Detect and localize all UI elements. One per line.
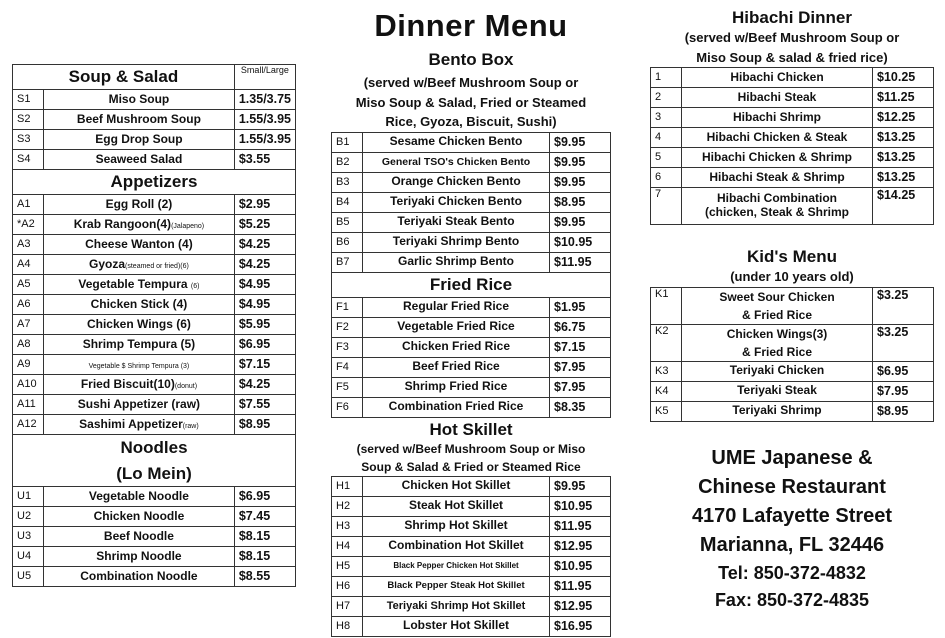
table-row: *A2 Krab Rangoon(4)(Jalapeno) $5.25 <box>13 215 296 235</box>
table-row: U3 Beef Noodle $8.15 <box>13 527 296 547</box>
table-row: 4 Hibachi Chicken & Steak $13.25 <box>651 128 934 148</box>
table-row: 2 Hibachi Steak $11.25 <box>651 88 934 108</box>
kids-menu-header: Kid's Menu <box>747 247 837 266</box>
restaurant-fax: Fax: 850-372-4835 <box>714 590 870 611</box>
table-row: F5 Shrimp Fried Rice $7.95 <box>332 377 611 397</box>
table-row: H3 Shrimp Hot Skillet $11.95 <box>332 516 611 536</box>
table-row: A11 Sushi Appetizer (raw) $7.55 <box>13 395 296 415</box>
hibachi-table <box>650 67 934 225</box>
table-row: H4 Combination Hot Skillet $12.95 <box>332 536 611 556</box>
restaurant-name-line-2: Chinese Restaurant <box>698 475 886 498</box>
page-title: Dinner Menu <box>374 8 568 43</box>
restaurant-city: Marianna, FL 32446 <box>699 533 885 556</box>
table-row: 1 Hibachi Chicken $10.25 <box>651 68 934 88</box>
table-row: B4 Teriyaki Chicken Bento $8.95 <box>332 192 611 212</box>
appetizers-header: Appetizers <box>13 170 296 195</box>
table-row: A5 Vegetable Tempura (6) $4.95 <box>13 275 296 295</box>
size-header: Small/Large <box>234 65 295 90</box>
kids-menu-description: (under 10 years old) <box>730 269 854 284</box>
table-row: B2 General TSO's Chicken Bento $9.95 <box>332 152 611 172</box>
table-row: 7 Hibachi Combination (chicken, Steak & Shrimp $14.25 <box>651 188 934 225</box>
table-row: A6 Chicken Stick (4) $4.95 <box>13 295 296 315</box>
table-row: S4 Seaweed Salad $3.55 <box>13 150 296 170</box>
table-row: B1 Sesame Chicken Bento $9.95 <box>332 132 611 152</box>
table-row: A1 Egg Roll (2) $2.95 <box>13 195 296 215</box>
table-row: A12 Sashimi Appetizer(raw) $8.95 <box>13 415 296 435</box>
table-row: K1 Sweet Sour Chicken & Fried Rice $3.25 <box>651 287 934 324</box>
table-row: K4 Teriyaki Steak $7.95 <box>651 381 934 401</box>
hibachi-description: (served w/Beef Mushroom Soup or Miso Soup & salad & fried rice) <box>684 30 900 65</box>
restaurant-info <box>650 444 934 616</box>
table-row: U5 Combination Noodle $8.55 <box>13 567 296 587</box>
table-row: F6 Combination Fried Rice $8.35 <box>332 397 611 417</box>
table-row: B7 Garlic Shrimp Bento $11.95 <box>332 252 611 272</box>
table-row: A3 Cheese Wanton (4) $4.25 <box>13 235 296 255</box>
bento-description: (served w/Beef Mushroom Soup or Miso Soup & Salad, Fried or Steamed Rice, Gyoza, Biscuit, Sushi) <box>355 75 587 129</box>
table-row: K3 Teriyaki Chicken $6.95 <box>651 361 934 381</box>
table-row: B6 Teriyaki Shrimp Bento $10.95 <box>332 232 611 252</box>
right-column <box>650 8 934 615</box>
table-row: B5 Teriyaki Steak Bento $9.95 <box>332 212 611 232</box>
table-row: A7 Chicken Wings (6) $5.95 <box>13 315 296 335</box>
soup-salad-header: Soup & Salad <box>13 65 235 90</box>
table-row: H8 Lobster Hot Skillet $16.95 <box>332 616 611 636</box>
noodles-header: Noodles (Lo Mein) <box>13 435 296 487</box>
table-row: H7 Teriyaki Shrimp Hot Skillet $12.95 <box>332 596 611 616</box>
bento-table <box>331 132 611 418</box>
table-row: F1 Regular Fried Rice $1.95 <box>332 297 611 317</box>
table-row: A10 Fried Biscuit(10)(donut) $4.25 <box>13 375 296 395</box>
hot-skillet-description: (served w/Beef Mushroom Soup or Miso Soup & Salad & Fried or Steamed Rice <box>356 441 586 474</box>
table-row: S3 Egg Drop Soup 1.55/3.95 <box>13 130 296 150</box>
table-row: S1 Miso Soup 1.35/3.75 <box>13 90 296 110</box>
table-row: F2 Vegetable Fried Rice $6.75 <box>332 317 611 337</box>
table-row: K5 Teriyaki Shrimp $8.95 <box>651 401 934 421</box>
fried-rice-header: Fried Rice <box>332 272 611 297</box>
table-row: H5 Black Pepper Chicken Hot Skillet $10.95 <box>332 556 611 576</box>
table-row: 6 Hibachi Steak & Shrimp $13.25 <box>651 168 934 188</box>
restaurant-address: 4170 Lafayette Street <box>691 504 893 527</box>
bento-header: Bento Box <box>428 50 514 69</box>
table-row: F4 Beef Fried Rice $7.95 <box>332 357 611 377</box>
table-row: U4 Shrimp Noodle $8.15 <box>13 547 296 567</box>
table-row: H6 Black Pepper Steak Hot Skillet $11.95 <box>332 576 611 596</box>
middle-column <box>331 8 611 637</box>
table-row: F3 Chicken Fried Rice $7.15 <box>332 337 611 357</box>
hot-skillet-header: Hot Skillet <box>429 419 513 439</box>
kids-table <box>650 287 934 422</box>
hibachi-header: Hibachi Dinner <box>732 8 852 27</box>
left-column <box>12 64 296 587</box>
table-row: H1 Chicken Hot Skillet $9.95 <box>332 476 611 496</box>
table-row: A8 Shrimp Tempura (5) $6.95 <box>13 335 296 355</box>
table-row: H2 Steak Hot Skillet $10.95 <box>332 496 611 516</box>
table-row: K2 Chicken Wings(3) & Fried Rice $3.25 <box>651 324 934 361</box>
table-row: 5 Hibachi Chicken & Shrimp $13.25 <box>651 148 934 168</box>
table-row: B3 Orange Chicken Bento $9.95 <box>332 172 611 192</box>
hot-skillet-table <box>331 476 611 637</box>
table-row: 3 Hibachi Shrimp $12.25 <box>651 108 934 128</box>
soup-salad-table <box>12 64 296 587</box>
table-row: S2 Beef Mushroom Soup 1.55/3.95 <box>13 110 296 130</box>
table-row: A4 Gyoza(steamed or fried)(6) $4.25 <box>13 255 296 275</box>
restaurant-phone: Tel: 850-372-4832 <box>718 562 866 583</box>
restaurant-name-line-1: UME Japanese & <box>711 446 873 469</box>
table-row: U2 Chicken Noodle $7.45 <box>13 507 296 527</box>
table-row: A9 Vegetable $ Shrimp Tempura (3) $7.15 <box>13 355 296 375</box>
table-row: U1 Vegetable Noodle $6.95 <box>13 487 296 507</box>
